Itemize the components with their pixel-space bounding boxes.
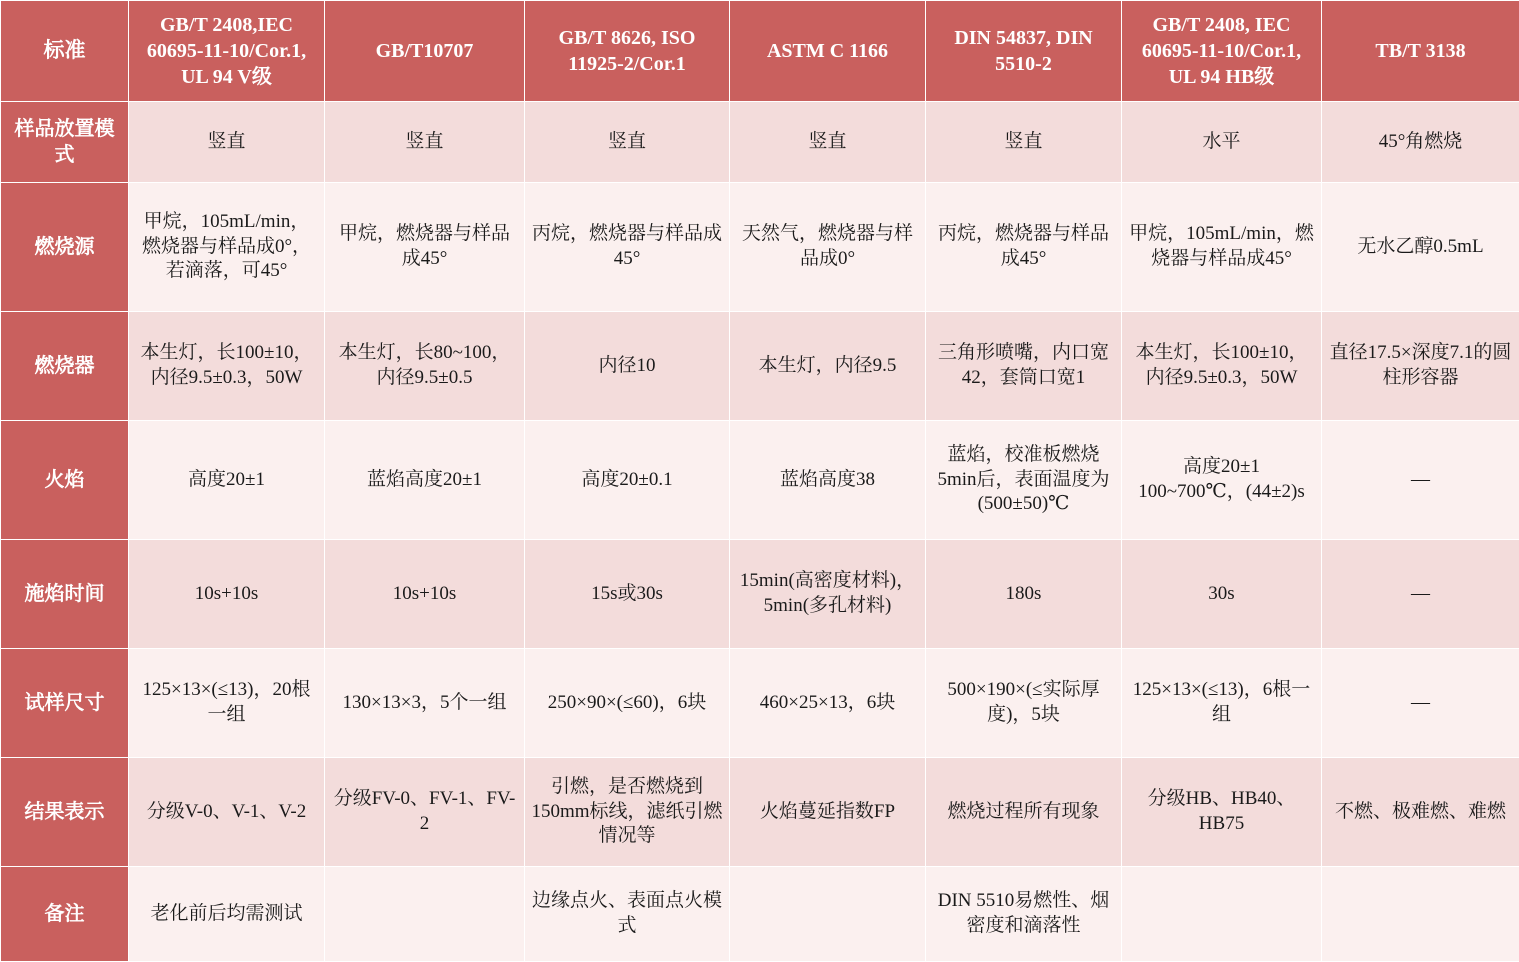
cell-r4-c6: 30s (1122, 540, 1322, 649)
column-header-2: GB/T10707 (325, 1, 525, 102)
table-corner-label: 标准 (1, 1, 129, 102)
cell-r6-c1: 分级V-0、V-1、V-2 (129, 758, 325, 867)
row-label-specimen-size: 试样尺寸 (1, 649, 129, 758)
cell-r6-c4: 火焰蔓延指数FP (730, 758, 926, 867)
row-label-burner: 燃烧器 (1, 312, 129, 421)
cell-r3-c4: 蓝焰高度38 (730, 421, 926, 540)
table-row (1, 183, 1519, 312)
column-header-7: TB/T 3138 (1322, 1, 1519, 102)
cell-r6-c2: 分级FV-0、FV-1、FV-2 (325, 758, 525, 867)
row-label-flame: 火焰 (1, 421, 129, 540)
cell-r2-c3: 内径10 (525, 312, 730, 421)
cell-r3-c7: — (1322, 421, 1519, 540)
table-body (1, 102, 1519, 962)
cell-r6-c3: 引燃，是否燃烧到150mm标线，滤纸引燃情况等 (525, 758, 730, 867)
cell-r0-c4: 竖直 (730, 102, 926, 183)
cell-r0-c7: 45°角燃烧 (1322, 102, 1519, 183)
header-row (1, 1, 1519, 102)
cell-r0-c6: 水平 (1122, 102, 1322, 183)
row-label-combustion-source: 燃烧源 (1, 183, 129, 312)
column-header-6: GB/T 2408, IEC 60695-11-10/Cor.1, UL 94 HB级 (1122, 1, 1322, 102)
table-row (1, 758, 1519, 867)
cell-r1-c1: 甲烷，105mL/min，燃烧器与样品成0°，若滴落，可45° (129, 183, 325, 312)
table-row (1, 312, 1519, 421)
cell-r1-c5: 丙烷，燃烧器与样品成45° (926, 183, 1122, 312)
cell-r0-c2: 竖直 (325, 102, 525, 183)
cell-r5-c6: 125×13×(≤13)，6根一组 (1122, 649, 1322, 758)
cell-r5-c1: 125×13×(≤13)，20根一组 (129, 649, 325, 758)
table-row (1, 540, 1519, 649)
cell-r7-c2 (325, 867, 525, 962)
cell-r4-c3: 15s或30s (525, 540, 730, 649)
cell-r2-c7: 直径17.5×深度7.1的圆柱形容器 (1322, 312, 1519, 421)
column-header-5: DIN 54837, DIN 5510-2 (926, 1, 1122, 102)
cell-r5-c5: 500×190×(≤实际厚度)，5块 (926, 649, 1122, 758)
cell-r1-c2: 甲烷，燃烧器与样品成45° (325, 183, 525, 312)
cell-r0-c5: 竖直 (926, 102, 1122, 183)
column-header-4: ASTM C 1166 (730, 1, 926, 102)
cell-r0-c3: 竖直 (525, 102, 730, 183)
row-label-sample-placement: 样品放置模式 (1, 102, 129, 183)
cell-r7-c4 (730, 867, 926, 962)
table-header (1, 1, 1519, 102)
cell-r1-c4: 天然气，燃烧器与样品成0° (730, 183, 926, 312)
column-header-1: GB/T 2408,IEC 60695-11-10/Cor.1, UL 94 V级 (129, 1, 325, 102)
cell-r7-c3: 边缘点火、表面点火模式 (525, 867, 730, 962)
cell-r1-c3: 丙烷，燃烧器与样品成45° (525, 183, 730, 312)
cell-r6-c7: 不燃、极难燃、难燃 (1322, 758, 1519, 867)
cell-r2-c5: 三角形喷嘴，内口宽42，套筒口宽1 (926, 312, 1122, 421)
cell-r5-c4: 460×25×13，6块 (730, 649, 926, 758)
column-header-3: GB/T 8626, ISO 11925-2/Cor.1 (525, 1, 730, 102)
cell-r6-c5: 燃烧过程所有现象 (926, 758, 1122, 867)
cell-r7-c7 (1322, 867, 1519, 962)
cell-r6-c6: 分级HB、HB40、HB75 (1122, 758, 1322, 867)
cell-r7-c1: 老化前后均需测试 (129, 867, 325, 962)
cell-r2-c4: 本生灯，内径9.5 (730, 312, 926, 421)
cell-r3-c5: 蓝焰，校准板燃烧5min后，表面温度为(500±50)℃ (926, 421, 1122, 540)
cell-r3-c3: 高度20±0.1 (525, 421, 730, 540)
table-row (1, 867, 1519, 962)
table-row (1, 102, 1519, 183)
table-row (1, 649, 1519, 758)
cell-r2-c2: 本生灯，长80~100，内径9.5±0.5 (325, 312, 525, 421)
cell-r4-c1: 10s+10s (129, 540, 325, 649)
row-label-result-expression: 结果表示 (1, 758, 129, 867)
cell-r2-c1: 本生灯，长100±10，内径9.5±0.3，50W (129, 312, 325, 421)
row-label-remarks: 备注 (1, 867, 129, 962)
cell-r7-c5: DIN 5510易燃性、烟密度和滴落性 (926, 867, 1122, 962)
cell-r3-c6: 高度20±1 100~700℃，(44±2)s (1122, 421, 1322, 540)
cell-r4-c2: 10s+10s (325, 540, 525, 649)
cell-r4-c7: — (1322, 540, 1519, 649)
cell-r4-c4: 15min(高密度材料)，5min(多孔材料) (730, 540, 926, 649)
cell-r3-c1: 高度20±1 (129, 421, 325, 540)
cell-r1-c6: 甲烷，105mL/min，燃烧器与样品成45° (1122, 183, 1322, 312)
row-label-flame-application-time: 施焰时间 (1, 540, 129, 649)
cell-r5-c2: 130×13×3，5个一组 (325, 649, 525, 758)
cell-r1-c7: 无水乙醇0.5mL (1322, 183, 1519, 312)
cell-r2-c6: 本生灯，长100±10，内径9.5±0.3，50W (1122, 312, 1322, 421)
cell-r4-c5: 180s (926, 540, 1122, 649)
table-row (1, 421, 1519, 540)
cell-r0-c1: 竖直 (129, 102, 325, 183)
cell-r5-c3: 250×90×(≤60)，6块 (525, 649, 730, 758)
cell-r5-c7: — (1322, 649, 1519, 758)
cell-r7-c6 (1122, 867, 1322, 962)
cell-r3-c2: 蓝焰高度20±1 (325, 421, 525, 540)
